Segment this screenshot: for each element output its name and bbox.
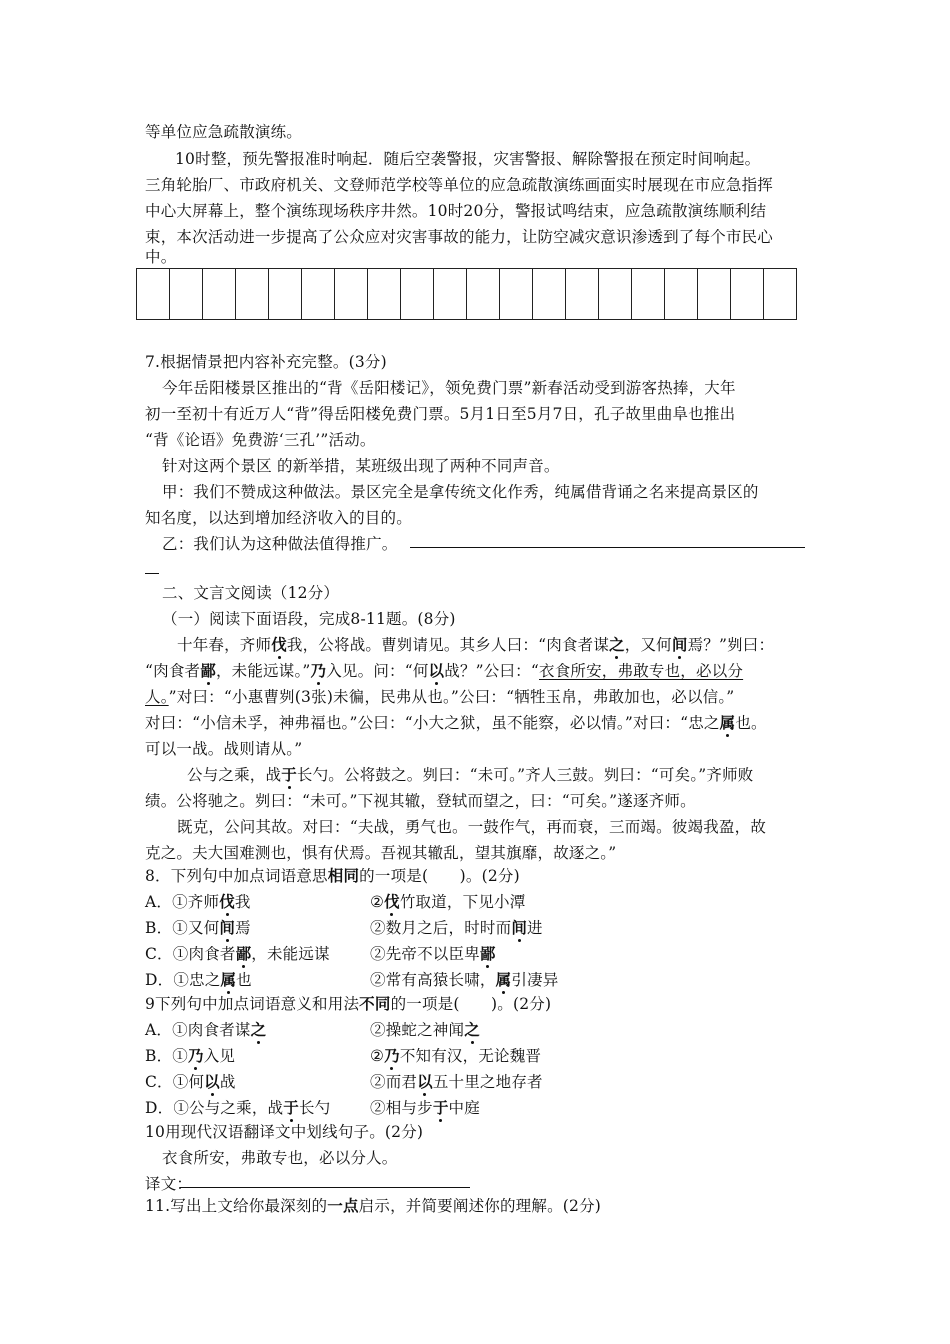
grid-cell[interactable] [698, 269, 731, 320]
passage2-line: 既克，公问其故。对曰：“夫战，勇气也。一鼓作气，再而衰，三而竭。彼竭我盈，故 [177, 818, 767, 836]
q9-stem: 9下列句中加点词语意义和用法不同的一项是( )。(2分) [145, 994, 552, 1013]
q10-answer-line[interactable] [180, 1187, 470, 1188]
grid-cell[interactable] [269, 269, 302, 320]
grid-cell[interactable] [335, 269, 368, 320]
grid-cell[interactable] [632, 269, 665, 320]
grid-cell[interactable] [764, 269, 797, 320]
grid-cell[interactable] [401, 269, 434, 320]
q7-line: 今年岳阳楼景区推出的“背《岳阳楼记》，领免费门票”新春活动受到游客热捧，大年 [162, 379, 736, 397]
grid-cell[interactable] [467, 269, 500, 320]
grid-cell[interactable] [599, 269, 632, 320]
grid-cell[interactable] [500, 269, 533, 320]
grid-cell[interactable] [566, 269, 599, 320]
q9-option-d[interactable]: D．①公与之乘，战于长勺 [145, 1098, 331, 1117]
writing-grid [136, 268, 797, 320]
grid-cell[interactable] [302, 269, 335, 320]
section-title: 二、文言文阅读（12分） [162, 584, 340, 602]
passage2-line: 公与之乘，战于长勺。公将鼓之。刿曰：“未可。”齐人三鼓。刿曰：“可矣。”齐师败 [187, 765, 754, 784]
q9-option-a[interactable]: A．①肉食者谋之 [145, 1020, 267, 1039]
q8-option-a[interactable]: A．①齐师伐我 [145, 892, 251, 911]
q10-title: 10用现代汉语翻译文中划线句子。(2分) [145, 1123, 424, 1141]
q7-line: 针对这两个景区 的新举措，某班级出现了两种不同声音。 [162, 457, 560, 475]
q8-option-d[interactable]: D．①忠之属也 [145, 970, 252, 989]
passage1-line: 三角轮胎厂、市政府机关、文登师范学校等单位的应急疏散演练画面实时展现在市应急指挥 [145, 176, 774, 194]
q9-option-a-2: ②操蛇之神闻之 [370, 1020, 480, 1039]
q7-line: 初一至初十有近万人“背”得岳阳楼免费门票。5月1日至5月7日，孔子故里曲阜也推出 [145, 405, 736, 423]
passage1-line: 等单位应急疏散演练。 [145, 123, 303, 141]
q9-option-d-2: ②相与步于中庭 [370, 1098, 480, 1117]
passage2-line: 对曰：“小信未孚，神弗福也。”公曰：“小大之狱，虽不能察，必以情。”对曰：“忠之属也。 [145, 713, 767, 732]
grid-cell[interactable] [137, 269, 170, 320]
passage2-line: 人。”对曰：“小惠曹刿(3张)未徧，民弗从也。”公曰：“牺牲玉帛，弗敢加也，必以信。” [145, 688, 735, 706]
passage1-line: 10时整，预先警报准时响起．随后空袭警报，灾害警报、解除警报在预定时间响起。 [175, 150, 761, 168]
q7-answer-line[interactable] [410, 547, 805, 548]
passage2-line: “肉食者鄙，未能远谋。”乃入见。问：“何以战？”公曰：“衣食所安，弗敢专也，必以分 [145, 661, 744, 680]
q8-option-a-2: ②伐竹取道，下见小潭 [370, 892, 526, 911]
q10-sentence: 衣食所安，弗敢专也，必以分人。 [162, 1149, 398, 1167]
passage1-line: 中心大屏幕上，整个演练现场秩序井然。10时20分，警报试鸣结束，应急疏散演练顺利结 [145, 202, 767, 220]
q7-line-b [162, 534, 398, 554]
grid-cell[interactable] [731, 269, 764, 320]
q7-speaker-b: 乙：我们认为这种做法值得推广。 [162, 535, 398, 553]
q11-stem: 11.写出上文给你最深刻的一点启示，并简要阐述你的理解。(2分) [145, 1196, 602, 1215]
q10-answer-label: 译文： [145, 1175, 193, 1193]
grid-cell[interactable] [434, 269, 467, 320]
passage1-line: 中。 [145, 248, 177, 266]
passage2-line: 绩。公将驰之。刿曰：“未可。”下视其辙，登轼而望之，曰：“可矣。”遂逐齐师。 [145, 792, 696, 810]
grid-cell[interactable] [665, 269, 698, 320]
passage2-line: 可以一战。战则请从。” [145, 740, 303, 758]
q9-option-c[interactable]: C．①何以战 [145, 1072, 236, 1091]
q7-line: 甲：我们不赞成这种做法。景区完全是拿传统文化作秀，纯属借背诵之名来提高景区的 [162, 483, 759, 501]
q8-option-b[interactable]: B．①又何间焉 [145, 918, 251, 937]
q7-title: 7.根据情景把内容补充完整。(3分) [145, 353, 387, 371]
q7-answer-line-tail[interactable] [145, 573, 159, 574]
grid-cell[interactable] [533, 269, 566, 320]
grid-cell[interactable] [203, 269, 236, 320]
passage2-line: 克之。夫大国难测也，惧有伏焉。吾视其辙乱，望其旗靡，故逐之。” [145, 844, 617, 862]
passage1-line: 束，本次活动进一步提高了公众应对灾害事故的能力，让防空减灾意识渗透到了每个市民心 [145, 228, 774, 246]
underlined-sentence: 衣食所安，弗敢专也，必以分 [539, 662, 744, 680]
q9-option-b[interactable]: B．①乃入见 [145, 1046, 236, 1065]
q8-option-c-2: ②先帝不以臣卑鄙 [370, 944, 496, 963]
q8-stem: 8．下列句中加点词语意思相同的一项是( )。(2分) [145, 866, 520, 885]
section-subtitle: （一）阅读下面语段，完成8-11题。(8分) [162, 610, 456, 628]
grid-cell[interactable] [368, 269, 401, 320]
q9-option-b-2: ②乃不知有汉，无论魏晋 [370, 1046, 542, 1065]
q8-option-b-2: ②数月之后，时时而间进 [370, 918, 543, 937]
q8-option-d-2: ②常有高猿长啸，属引凄异 [370, 970, 559, 989]
grid-cell[interactable] [236, 269, 269, 320]
q8-option-c[interactable]: C．①肉食者鄙，未能远谋 [145, 944, 330, 963]
grid-cell[interactable] [170, 269, 203, 320]
passage2-line: 十年春，齐师伐我，公将战。曹刿请见。其乡人曰：“肉食者谋之，又何间焉？”刿曰： [177, 635, 775, 654]
q7-line: “背《论语》免费游‘三孔’”活动。 [145, 431, 376, 449]
q7-line: 知名度，以达到增加经济收入的目的。 [145, 509, 412, 527]
q9-option-c-2: ②而君以五十里之地存者 [370, 1072, 543, 1091]
